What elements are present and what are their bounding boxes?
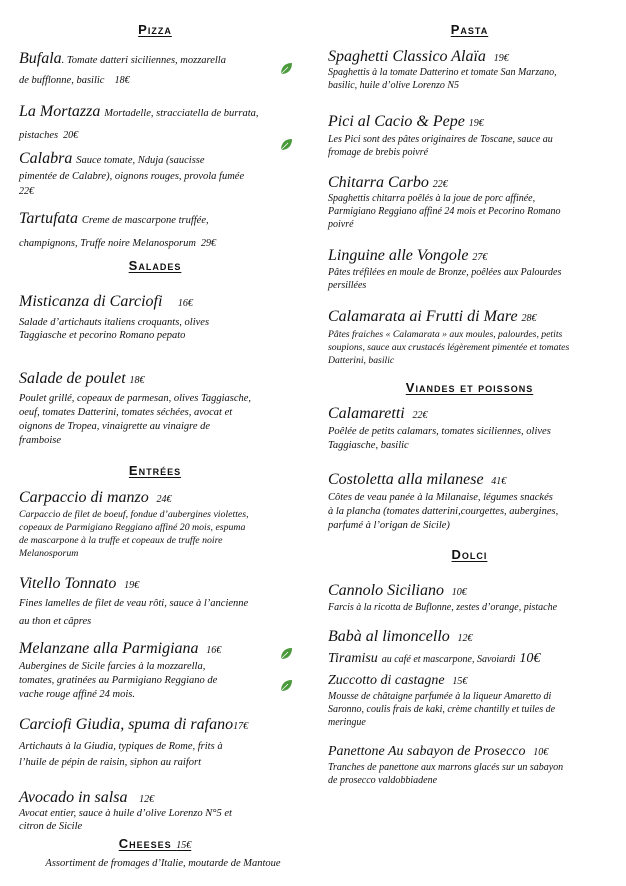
dish-desc: Tranches de panettone aux marrons glacés sur un sabayon de prosecco valdobbiadene: [328, 762, 564, 786]
dish-name: Cannolo Siciliano: [328, 582, 444, 599]
dish-desc: au café et mascarpone, Savoiardi: [381, 654, 516, 665]
dish-price: 12€: [139, 794, 155, 805]
dish-desc: Pâtes tréfilées en moule de Bronze, poêlées aux Palourdes persillées: [328, 267, 562, 291]
dish-zuccotto: [328, 671, 467, 690]
dish-name: Linguine alle Vongole: [328, 247, 469, 264]
dish-name: Melanzane alla Parmigiana: [19, 640, 199, 657]
dish-baba: [328, 628, 473, 647]
section-title-pizza: Pizza: [138, 22, 172, 37]
dish-price: 18€: [129, 375, 145, 386]
dish-name: Carpaccio di manzo: [19, 489, 149, 506]
dish-avocado: [19, 789, 154, 808]
dish-calamarata: [328, 308, 537, 327]
dish-name: Panettone Au sabayon de Prosecco: [328, 744, 526, 759]
dish-desc: Mousse de châtaigne parfumée à la liqueur Amaretto di Saronno, coulis frais de kaki, crème chantilly et tuiles de meringue: [328, 691, 556, 728]
dish-name: Calamarata ai Frutti di Mare: [328, 308, 518, 325]
vegetarian-leaf-icon: [279, 138, 293, 152]
dish-mortazza-line2: [19, 123, 78, 143]
vegetarian-leaf-icon: [279, 679, 293, 693]
dish-price: 10€: [451, 587, 467, 598]
dish-tiramisu: [328, 649, 540, 668]
section-title-pasta: Pasta: [450, 22, 489, 37]
dish-desc: Aubergines de Sicile farcies à la mozzarella, tomates, gratinées au Parmigiano Reggiano de vache rouge affiné 24 mois.: [19, 661, 218, 700]
dish-price: 19€: [493, 53, 509, 64]
dish-desc: Poulet grillé, copeaux de parmesan, olives Taggiasche, oeuf, tomates Datterini, tomates séchées, avocat et oignons de Tropea, vinaigrette au vinaigre de framboise: [19, 393, 252, 446]
dish-panettone: [328, 742, 548, 761]
dish-desc: Pâtes fraiches « Calamarata » aux moules, palourdes, petits soupions, sauce aux crustacés légèrement pimentée et tomates Datterini, basilic: [328, 329, 570, 366]
dish-price: 10€: [519, 651, 541, 666]
dish-desc: de bufflonne, basilic: [19, 75, 105, 86]
dish-price: 22€: [412, 410, 428, 421]
section-title-dolci: Dolci: [451, 547, 488, 562]
section-title-viandes: Viandes et poissons: [405, 380, 534, 395]
dish-desc: Creme de mascarpone truffée,: [81, 215, 209, 226]
dish-name: Avocado in salsa: [19, 789, 128, 806]
dish-price: 20€: [63, 130, 79, 141]
cheeses-desc: Assortiment de fromages d’Italie, moutarde de Mantoue: [45, 858, 281, 869]
dish-name: Pici al Cacio & Pepe: [328, 113, 465, 130]
dish-price: 17€: [233, 721, 249, 732]
dish-tartufata-line2: [19, 231, 216, 251]
dish-carpaccio: [19, 489, 172, 508]
dish-name: La Mortazza: [19, 103, 101, 120]
dish-price: 18€: [114, 75, 130, 86]
dish-price: 15€: [452, 676, 468, 687]
dish-desc: Poêlée de petits calamars, tomates siciliennes, olives Taggiasche, basilic: [328, 426, 551, 451]
dish-name: Bufala: [19, 50, 62, 67]
dish-tartufata: [19, 210, 209, 228]
dish-price: 41€: [491, 476, 507, 487]
dish-desc: Avocat entier, sauce à huile d’olive Lorenzo N°5 et citron de Sicile: [19, 808, 232, 832]
dish-desc: Spaghettis chitarra poêlés à la joue de porc affinée, Parmigiano Reggiano affiné 24 mois et Pecorino Romano poivré: [328, 193, 561, 230]
dish-name: Salade de poulet: [19, 370, 126, 387]
dish-name: Chitarra Carbo: [328, 174, 429, 191]
dish-desc: pimentée de Calabre), oignons rouges, provola fumée: [19, 171, 245, 182]
section-title-cheeses: Cheeses 15€: [118, 836, 192, 851]
dish-giudia: [19, 716, 248, 735]
dish-price: 12€: [457, 633, 473, 644]
dish-chitarra: [328, 174, 448, 193]
dish-cannolo: [328, 582, 467, 601]
dish-name: Tartufata: [19, 210, 78, 227]
dish-price: 27€: [472, 252, 488, 263]
dish-melanzane: [19, 640, 221, 659]
dish-price: 29€: [201, 238, 217, 249]
dish-desc: Carpaccio de filet de boeuf, fondue d’aubergines violettes, copeaux de Parmigiano Reggiano affiné 20 mois, espuma de mascarpone à la truffe et copeaux de truffe noire Melanosporum: [19, 509, 249, 559]
dish-name: Calamaretti: [328, 405, 405, 422]
dish-desc: Sauce tomate, Nduja (saucisse: [76, 155, 205, 166]
dish-name: Calabra: [19, 150, 73, 167]
vegetarian-leaf-icon: [279, 62, 293, 76]
dish-desc: Mortadelle, stracciatella de burrata,: [104, 108, 259, 119]
dish-name: Misticanza di Carciofi: [19, 293, 163, 310]
dish-price: 16€: [177, 298, 193, 309]
dish-vongole: [328, 247, 487, 266]
dish-bufala-line2: [19, 68, 130, 88]
dish-vitello: [19, 575, 139, 594]
dish-pici: [328, 113, 484, 132]
dish-desc: Fines lamelles de filet de veau rôti, sauce à l’ancienne au thon et câpres: [19, 598, 249, 627]
dish-desc: Farcis à la ricotta de Buflonne, zestes d’orange, pistache: [328, 602, 558, 613]
dish-desc: Salade d’artichauts italiens croquants, olives Taggiasche et pecorino Romano pepato: [19, 317, 210, 341]
dish-price: 24€: [156, 494, 172, 505]
dish-price: 28€: [521, 313, 537, 324]
dish-name: Zuccotto di castagne: [328, 673, 445, 688]
vegetarian-leaf-icon: [279, 647, 293, 661]
dish-name: Babà al limoncello: [328, 628, 450, 645]
dish-name: Vitello Tonnato: [19, 575, 117, 592]
dish-price: 19€: [124, 580, 140, 591]
dish-desc: Spaghettis à la tomate Datterino et tomate San Marzano, basilic, huile d’olive Lorenzo N5: [328, 67, 557, 91]
dish-mortazza: [19, 103, 259, 121]
dish-desc: Artichauts à la Giudia, typiques de Rome, frits à l’huile de pépin de raisin, siphon au raifort: [19, 741, 223, 768]
dish-desc: Les Pici sont des pâtes originaires de Toscane, sauce au fromage de brebis poivré: [328, 134, 553, 158]
dish-name: Costoletta alla milanese: [328, 471, 484, 488]
dish-name: Spaghetti Classico Alaïa: [328, 48, 486, 65]
dish-price: 16€: [206, 645, 222, 656]
dish-salade-poulet: [19, 370, 145, 389]
dish-price: 19€: [468, 118, 484, 129]
dish-calamaretti: [328, 405, 428, 424]
dish-bufala: Bufala. Tomate datteri siciliennes, mozzarella: [19, 50, 226, 67]
dish-desc: champignons, Truffe noire Melanosporum: [19, 238, 196, 249]
dish-desc: Côtes de veau panée à la Milanaise, légumes snackés à la plancha (tomates datterini,courgettes, aubergines, parfumé à l’origan de Sicile): [328, 492, 559, 531]
dish-desc: Tomate datteri siciliennes, mozzarella: [66, 55, 226, 66]
dish-name: Carciofi Giudia, spuma di rafano: [19, 716, 234, 733]
dish-price: 22€: [19, 186, 34, 197]
dish-classico: [328, 48, 509, 67]
dish-desc: pistaches: [19, 130, 59, 141]
dish-price: 22€: [432, 179, 448, 190]
dish-calabra: [19, 150, 205, 168]
dish-costoletta: [328, 471, 506, 490]
dish-misticanza: [19, 293, 193, 312]
section-title-salades: Salades: [128, 258, 182, 273]
dish-name: Tiramisu: [328, 651, 378, 666]
section-title-entrees: Entrées: [128, 463, 182, 478]
dish-price: 10€: [533, 747, 549, 758]
cheeses-price: 15€: [176, 840, 192, 851]
